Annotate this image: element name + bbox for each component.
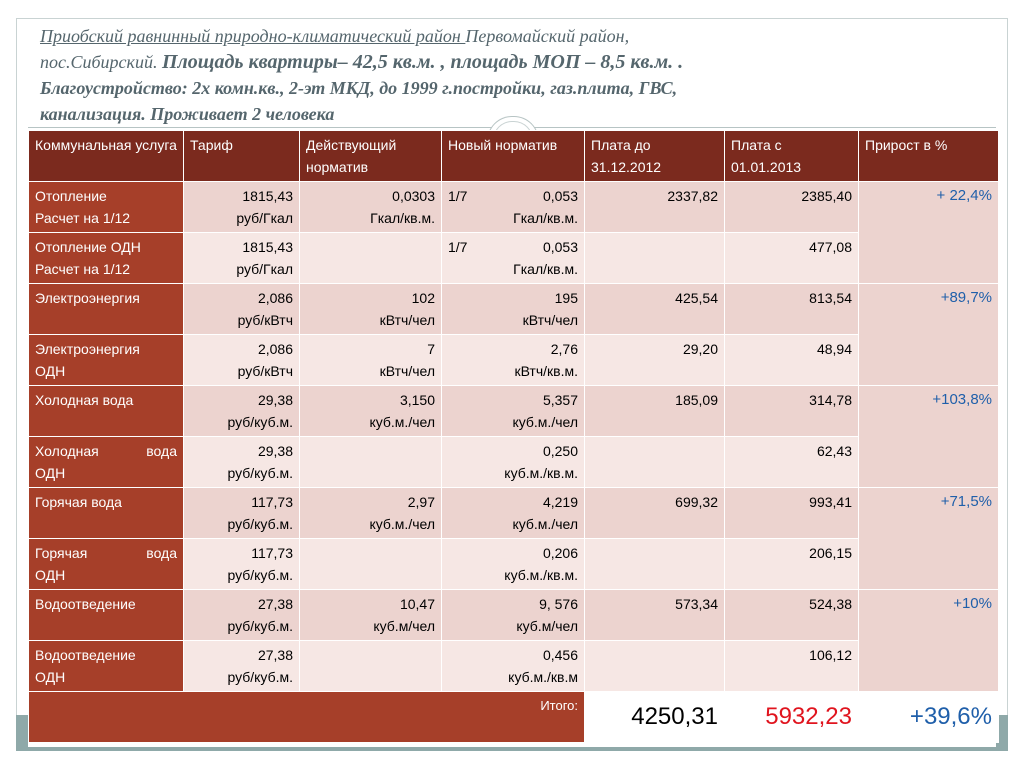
service-note: ОДН bbox=[35, 465, 66, 481]
table-row bbox=[29, 335, 999, 386]
new-norm-prefix: 1/7 bbox=[448, 188, 468, 204]
pay-before-cell: 29,20 bbox=[585, 335, 725, 386]
current-norm-cell bbox=[300, 284, 442, 335]
new-norm-cell bbox=[442, 539, 585, 590]
pay-before-cell bbox=[585, 233, 725, 284]
table-row bbox=[29, 233, 999, 284]
tariff-unit: руб/кВтч bbox=[237, 312, 293, 328]
new-norm-unit: кВтч/чел bbox=[522, 312, 578, 328]
header-pay-before: Плата до 31.12.2012 bbox=[585, 131, 725, 182]
new-norm-value: 4,219 bbox=[542, 494, 578, 510]
new-norm-cell bbox=[442, 284, 585, 335]
tariff-unit: руб/куб.м. bbox=[227, 618, 293, 634]
tariff-cell bbox=[184, 182, 300, 233]
tariff-value: 117,73 bbox=[251, 545, 293, 561]
tariff-cell bbox=[184, 386, 300, 437]
tariff-cell bbox=[184, 233, 300, 284]
tariff-value: 1815,43 bbox=[242, 188, 293, 204]
service-cell bbox=[29, 386, 184, 437]
service-name: Холодная вода bbox=[35, 392, 134, 408]
service-name: Электроэнергия bbox=[35, 290, 140, 306]
pay-after-cell: 524,38 bbox=[725, 590, 859, 641]
table-header-row bbox=[29, 131, 999, 182]
current-norm-cell bbox=[300, 233, 442, 284]
new-norm-value: 2,76 bbox=[550, 341, 578, 357]
header-new-norm: Новый норматив bbox=[442, 131, 585, 182]
tariff-cell bbox=[184, 590, 300, 641]
current-norm-cell bbox=[300, 386, 442, 437]
header-service: Коммунальная услуга bbox=[29, 131, 184, 182]
growth-cell: +89,7% bbox=[859, 284, 999, 386]
title-amenities: Благоустройство: 2х комн.кв., 2-эт МКД, до 1999 г.постройки, газ.плита, ГВС, bbox=[40, 78, 678, 98]
pay-after-cell: 206,15 bbox=[725, 539, 859, 590]
header-tariff: Тариф bbox=[184, 131, 300, 182]
title-district: Первомайский район, bbox=[465, 26, 630, 46]
tariff-unit: руб/куб.м. bbox=[227, 414, 293, 430]
slide-title bbox=[40, 24, 990, 128]
current-norm-cell bbox=[300, 590, 442, 641]
current-norm-unit: куб.м./чел bbox=[369, 414, 435, 430]
new-norm-unit: кВтч/кв.м. bbox=[514, 363, 578, 379]
new-norm-prefix: 1/7 bbox=[448, 239, 468, 255]
table-row bbox=[29, 386, 999, 437]
current-norm-value: 7 bbox=[427, 341, 435, 357]
tariff-value: 117,73 bbox=[251, 494, 293, 510]
new-norm-unit: Гкал/кв.м. bbox=[513, 210, 578, 226]
header-current-norm: Действующий норматив bbox=[300, 131, 442, 182]
service-name: Холодная вода bbox=[35, 443, 177, 459]
new-norm-unit: куб.м./кв.м. bbox=[504, 465, 578, 481]
new-norm-cell bbox=[442, 233, 585, 284]
current-norm-cell bbox=[300, 488, 442, 539]
service-cell bbox=[29, 233, 184, 284]
current-norm-unit: куб.м./чел bbox=[369, 516, 435, 532]
new-norm-cell bbox=[442, 590, 585, 641]
new-norm-cell bbox=[442, 335, 585, 386]
new-norm-unit: куб.м/чел bbox=[516, 618, 578, 634]
slide-decor-bottom bbox=[16, 747, 1008, 751]
header-pay-after: Плата с 01.01.2013 bbox=[725, 131, 859, 182]
current-norm-unit: куб.м/чел bbox=[373, 618, 435, 634]
tariff-value: 27,38 bbox=[257, 596, 293, 612]
pay-after-cell: 477,08 bbox=[725, 233, 859, 284]
tariff-table bbox=[28, 130, 999, 743]
service-name: Электроэнергия bbox=[35, 341, 140, 357]
pay-after-cell: 62,43 bbox=[725, 437, 859, 488]
service-cell bbox=[29, 488, 184, 539]
tariff-value: 2,086 bbox=[257, 290, 293, 306]
table-row bbox=[29, 590, 999, 641]
pay-before-cell: 185,09 bbox=[585, 386, 725, 437]
title-area: Площадь квартиры– 42,5 кв.м. , площадь МОП – 8,5 кв.м. . bbox=[161, 51, 684, 73]
table-row bbox=[29, 488, 999, 539]
current-norm-cell bbox=[300, 182, 442, 233]
tariff-value: 29,38 bbox=[257, 443, 293, 459]
new-norm-unit: куб.м./кв.м. bbox=[504, 567, 578, 583]
table-row bbox=[29, 539, 999, 590]
title-settlement: пос.Сибирский. bbox=[40, 52, 162, 72]
tariff-unit: руб/куб.м. bbox=[227, 669, 293, 685]
pay-after-cell: 106,12 bbox=[725, 641, 859, 692]
tariff-cell bbox=[184, 539, 300, 590]
service-note: ОДН bbox=[35, 669, 66, 685]
new-norm-cell bbox=[442, 488, 585, 539]
current-norm-value: 3,150 bbox=[399, 392, 435, 408]
tariff-unit: руб/куб.м. bbox=[227, 516, 293, 532]
service-name: Водоотведение bbox=[35, 647, 136, 663]
total-growth: +39,6% bbox=[859, 692, 999, 743]
pay-before-cell: 699,32 bbox=[585, 488, 725, 539]
growth-cell: +71,5% bbox=[859, 488, 999, 590]
tariff-cell bbox=[184, 335, 300, 386]
pay-after-cell: 314,78 bbox=[725, 386, 859, 437]
pay-before-cell bbox=[585, 641, 725, 692]
new-norm-unit: куб.м./чел bbox=[512, 414, 578, 430]
new-norm-value: 0,053 bbox=[542, 188, 578, 204]
tariff-value: 27,38 bbox=[257, 647, 293, 663]
growth-cell: + 22,4% bbox=[859, 182, 999, 284]
total-before: 4250,31 bbox=[585, 692, 725, 743]
table-row bbox=[29, 284, 999, 335]
growth-cell: +103,8% bbox=[859, 386, 999, 488]
pay-before-cell: 425,54 bbox=[585, 284, 725, 335]
new-norm-cell bbox=[442, 182, 585, 233]
new-norm-value: 9, 576 bbox=[539, 596, 578, 612]
new-norm-cell bbox=[442, 641, 585, 692]
tariff-value: 2,086 bbox=[257, 341, 293, 357]
service-name: Горячая вода bbox=[35, 494, 122, 510]
current-norm-unit: Гкал/кв.м. bbox=[370, 210, 435, 226]
tariff-unit: руб/кВтч bbox=[237, 363, 293, 379]
new-norm-cell bbox=[442, 386, 585, 437]
tariff-unit: руб/куб.м. bbox=[227, 567, 293, 583]
service-note: ОДН bbox=[35, 567, 66, 583]
pay-after-cell: 813,54 bbox=[725, 284, 859, 335]
service-name: Отопление ОДН bbox=[35, 239, 141, 255]
new-norm-value: 0,206 bbox=[542, 545, 578, 561]
service-cell bbox=[29, 284, 184, 335]
current-norm-cell bbox=[300, 539, 442, 590]
current-norm-value: 102 bbox=[411, 290, 435, 306]
service-cell bbox=[29, 437, 184, 488]
new-norm-value: 0,053 bbox=[542, 239, 578, 255]
title-region: Приобский равнинный природно-климатический район bbox=[40, 26, 466, 46]
new-norm-value: 0,456 bbox=[542, 647, 578, 663]
pay-before-cell bbox=[585, 437, 725, 488]
new-norm-unit: куб.м./кв.м bbox=[508, 669, 578, 685]
tariff-cell bbox=[184, 641, 300, 692]
service-cell bbox=[29, 539, 184, 590]
growth-cell: +10% bbox=[859, 590, 999, 692]
header-growth: Прирост в % bbox=[859, 131, 999, 182]
current-norm-cell bbox=[300, 437, 442, 488]
tariff-unit: руб/Гкал bbox=[236, 261, 293, 277]
table-row bbox=[29, 437, 999, 488]
current-norm-cell bbox=[300, 641, 442, 692]
tariff-value: 29,38 bbox=[257, 392, 293, 408]
pay-after-cell: 2385,40 bbox=[725, 182, 859, 233]
current-norm-unit: кВтч/чел bbox=[379, 363, 435, 379]
current-norm-value: 10,47 bbox=[399, 596, 435, 612]
pay-after-cell: 993,41 bbox=[725, 488, 859, 539]
service-name: Горячая вода bbox=[35, 545, 177, 561]
total-row bbox=[29, 692, 999, 743]
new-norm-unit: Гкал/кв.м. bbox=[513, 261, 578, 277]
pay-before-cell: 2337,82 bbox=[585, 182, 725, 233]
service-note: Расчет на 1/12 bbox=[35, 210, 131, 226]
table-row bbox=[29, 182, 999, 233]
service-note: ОДН bbox=[35, 363, 66, 379]
service-name: Водоотведение bbox=[35, 596, 136, 612]
current-norm-cell bbox=[300, 335, 442, 386]
new-norm-cell bbox=[442, 437, 585, 488]
tariff-value: 1815,43 bbox=[242, 239, 293, 255]
tariff-cell bbox=[184, 488, 300, 539]
new-norm-value: 0,250 bbox=[542, 443, 578, 459]
service-cell bbox=[29, 182, 184, 233]
current-norm-unit: кВтч/чел bbox=[379, 312, 435, 328]
service-cell bbox=[29, 590, 184, 641]
service-cell bbox=[29, 641, 184, 692]
slide-decor-left bbox=[16, 715, 28, 750]
service-cell bbox=[29, 335, 184, 386]
new-norm-value: 195 bbox=[554, 290, 578, 306]
pay-before-cell bbox=[585, 539, 725, 590]
tariff-unit: руб/куб.м. bbox=[227, 465, 293, 481]
pay-after-cell: 48,94 bbox=[725, 335, 859, 386]
total-label: Итого: bbox=[29, 692, 585, 743]
table-row bbox=[29, 641, 999, 692]
current-norm-value: 0,0303 bbox=[392, 188, 435, 204]
tariff-cell bbox=[184, 284, 300, 335]
service-note: Расчет на 1/12 bbox=[35, 261, 131, 277]
pay-before-cell: 573,34 bbox=[585, 590, 725, 641]
tariff-unit: руб/Гкал bbox=[236, 210, 293, 226]
total-after: 5932,23 bbox=[725, 692, 859, 743]
current-norm-value: 2,97 bbox=[407, 494, 435, 510]
new-norm-value: 5,357 bbox=[542, 392, 578, 408]
service-name: Отопление bbox=[35, 188, 107, 204]
new-norm-unit: куб.м./чел bbox=[512, 516, 578, 532]
title-residents: канализация. Проживает 2 человека bbox=[40, 104, 335, 124]
tariff-cell bbox=[184, 437, 300, 488]
